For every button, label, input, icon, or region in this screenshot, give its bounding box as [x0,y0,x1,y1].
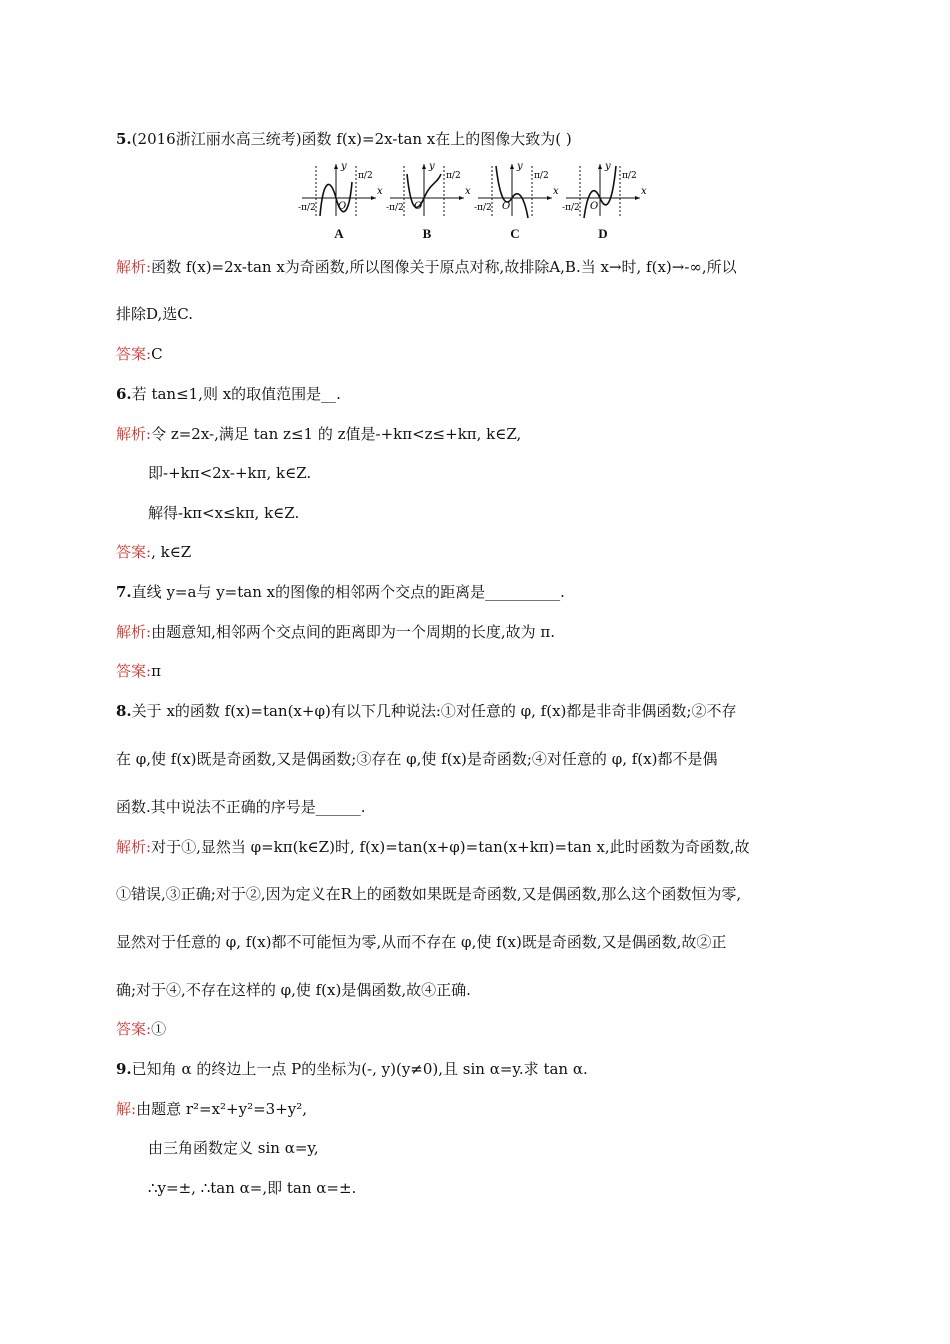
q9-number: 9. [116,1060,132,1078]
q5-stem [116,128,572,150]
answer-label: 答案: [116,1020,152,1038]
analysis-label: 解析: [116,838,152,856]
q8-stem-line-3: 函数.其中说法不正确的序号是______. [116,798,366,816]
q9-solution-line-1: 解:由题意 r²=x²+y²=3+y², [116,1100,308,1118]
svg-text:-π/2: -π/2 [386,203,404,213]
q5-number: 5. [116,130,132,148]
q7-answer: 答案:π [116,662,161,680]
q8-analysis-line-1: 解析:对于①,显然当 φ=kπ(k∈Z)时, f(x)=tan(x+φ)=tan(x+kπ)=tan x,此时函数为奇函数,故 [116,838,750,856]
q9-solution-line-3: ∴y=±, ∴tan α=,即 tan α=±. [148,1179,357,1197]
solution-label: 解: [116,1100,137,1118]
graph-c-plot [472,160,558,220]
q8-analysis-line-2: ①错误,③正确;对于②,因为定义在R上的函数如果既是奇函数,又是偶函数,那么这个函数恒为零, [116,885,742,903]
svg-text:-π/2: -π/2 [562,203,580,213]
svg-text:π/2: π/2 [358,171,373,181]
svg-text:y: y [429,161,435,172]
q6-stem: 6.若 tan≤1,则 x的取值范围是__. [116,385,341,403]
option-label-b: B [422,226,432,241]
answer-label: 答案: [116,345,152,363]
svg-text:O: O [590,201,599,212]
svg-text:x: x [553,186,559,197]
q8-answer: 答案:① [116,1020,167,1038]
svg-text:π/2: π/2 [622,171,637,181]
svg-text:-π/2: -π/2 [474,203,492,213]
svg-text:O: O [338,201,347,212]
svg-text:y: y [341,161,347,172]
q6-number: 6. [116,385,132,403]
q5-option-graphs [296,160,656,246]
svg-text:O: O [414,201,423,212]
q8-stem-line-1: 8.关于 x的函数 f(x)=tan(x+φ)有以下几种说法:①对任意的 φ, f(x)都是非奇非偶函数;②不存 [116,702,737,720]
graph-a-plot [296,160,382,220]
option-label-c: C [510,226,520,241]
graph-b [384,160,470,246]
q6-answer: 答案:, k∈Z [116,543,192,561]
option-label-d: D [598,226,608,241]
svg-text:O: O [502,201,511,212]
svg-text:-π/2: -π/2 [298,203,316,213]
q7-number: 7. [116,583,132,601]
analysis-label: 解析: [116,425,152,443]
answer-label: 答案: [116,543,152,561]
analysis-label: 解析: [116,258,152,276]
q6-analysis-line-3: 解得-kπ<x≤kπ, k∈Z. [148,504,300,522]
graph-d-plot [560,160,646,220]
svg-text:y: y [605,161,611,172]
q7-stem: 7.直线 y=a与 y=tan x的图像的相邻两个交点的距离是__________. [116,583,565,601]
svg-text:x: x [377,186,383,197]
y-axis-arrow [334,164,338,169]
q8-analysis-line-3: 显然对于任意的 φ, f(x)都不可能恒为零,从而不存在 φ,使 f(x)既是奇函数,又是偶函数,故②正 [116,933,727,951]
analysis-label: 解析: [116,623,152,641]
svg-text:π/2: π/2 [534,171,549,181]
q9-solution-line-2: 由三角函数定义 sin α=y, [148,1139,319,1157]
q8-stem-line-2: 在 φ,使 f(x)既是奇函数,又是偶函数;③存在 φ,使 f(x)是奇函数;④对任意的 φ, f(x)都不是偶 [116,750,718,768]
q5-analysis-line-2: 排除D,选C. [116,305,193,323]
q7-analysis: 解析:由题意知,相邻两个交点间的距离即为一个周期的长度,故为 π. [116,623,555,641]
q8-number: 8. [116,702,132,720]
q5-analysis-line-1: 解析:函数 f(x)=2x-tan x为奇函数,所以图像关于原点对称,故排除A,B.当 x→时, f(x)→-∞,所以 [116,258,737,276]
q6-analysis-line-2: 即-+kπ<2x-+kπ, k∈Z. [148,464,312,482]
graph-b-plot [384,160,470,220]
svg-text:x: x [641,186,647,197]
answer-label: 答案: [116,662,152,680]
q5-answer: 答案:C [116,345,163,363]
graph-d [560,160,646,246]
q6-analysis-line-1: 解析:令 z=2x-,满足 tan z≤1 的 z值是-+kπ<z≤+kπ, k∈Z, [116,425,522,443]
svg-text:y: y [517,161,523,172]
svg-text:x: x [465,186,471,197]
graph-a [296,160,382,246]
x-axis-arrow [371,196,376,200]
option-label-a: A [334,226,344,241]
graph-c [472,160,558,246]
q9-stem: 9.已知角 α 的终边上一点 P的坐标为(-, y)(y≠0),且 sin α=y.求 tan α. [116,1060,588,1078]
svg-text:π/2: π/2 [446,171,461,181]
q5-text: (2016浙江丽水高三统考)函数 f(x)=2x-tan x在上的图像大致为( ) [131,130,572,148]
q8-analysis-line-4: 确;对于④,不存在这样的 φ,使 f(x)是偶函数,故④正确. [116,981,471,999]
